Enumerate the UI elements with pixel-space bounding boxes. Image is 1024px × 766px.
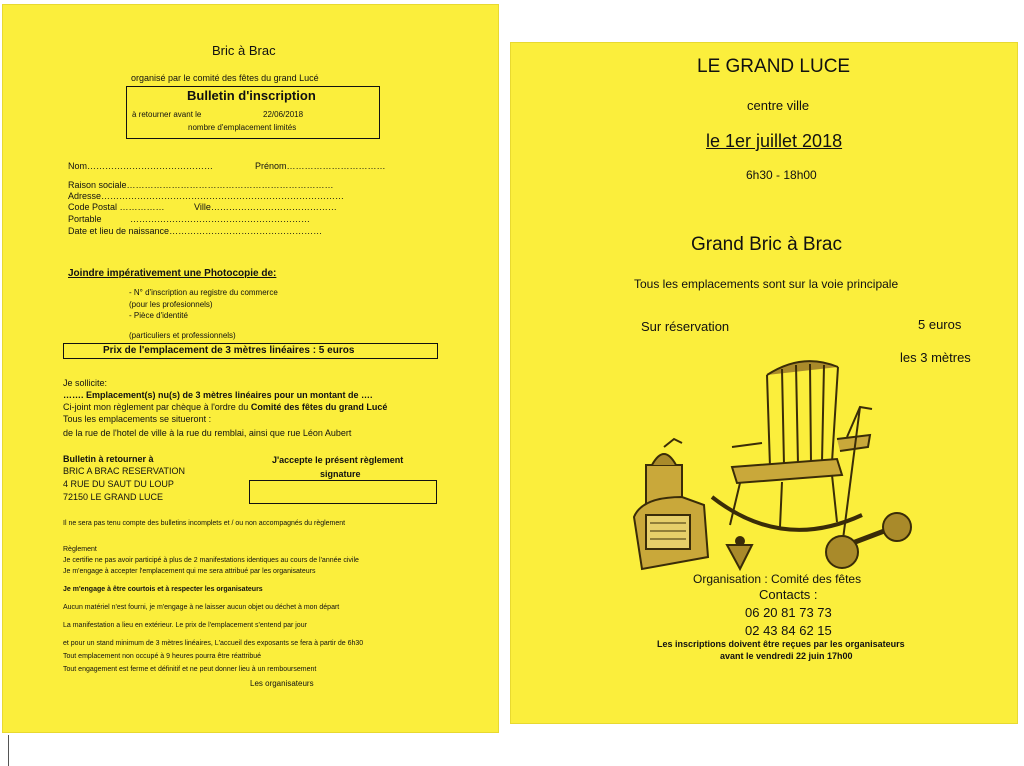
registration-form-sheet xyxy=(2,4,499,733)
flyer-price: 5 euros xyxy=(918,317,962,332)
flyer-location: centre ville xyxy=(747,98,810,113)
photocopy-item: - Pièce d'identité xyxy=(129,311,188,320)
signature-label: signature xyxy=(320,469,361,479)
courtesy-line: Je m'engage à être courtois et à respecter les organisateurs xyxy=(63,586,263,593)
flyer-main-road: Tous les emplacements sont sur la voie principale xyxy=(634,277,899,291)
field-raison-sociale[interactable]: Raison sociale…………………………………………………………… xyxy=(68,180,334,190)
flyer-contacts: Contacts : xyxy=(759,587,818,602)
limited-note: nombre d'emplacement limités xyxy=(188,123,297,132)
bulletin-title: Bulletin d'inscription xyxy=(187,88,316,103)
solicit-line: ……. Emplacement(s) nu(s) de 3 mètres linéaires pour un montant de …. xyxy=(63,390,373,400)
return-before-label: à retourner avant le xyxy=(132,110,202,119)
page-edge-line xyxy=(8,735,9,766)
rule-line: Tout emplacement non occupé à 9 heures pourra être réattribué xyxy=(63,653,262,660)
rule-line: Aucun matériel n'est fourni, je m'engage à ne laisser aucun objet ou déchet à mon départ xyxy=(63,604,340,611)
flyer-deadline-1: Les inscriptions doivent être reçues par les organisateurs xyxy=(657,639,905,649)
flyer-organisation: Organisation : Comité des fêtes xyxy=(693,572,862,586)
flyer-hours: 6h30 - 18h00 xyxy=(746,168,817,182)
signature-field[interactable] xyxy=(249,480,437,504)
organizer-line: organisé par le comité des fêtes du grand Lucé xyxy=(131,73,319,83)
return-header: Bulletin à retourner à xyxy=(63,454,154,464)
address-line: BRIC A BRAC RESERVATION xyxy=(63,466,186,476)
location-line-2: de la rue de l'hotel de ville à la rue du remblai, ainsi que rue Léon Aubert xyxy=(63,428,352,438)
rule-line: et pour un stand minimum de 3 mètres linéaires, L'accueil des exposants se fera à partir de 6h30 xyxy=(63,640,364,647)
reglement-header: Règlement xyxy=(63,546,97,553)
flyer-phone-2: 02 43 84 62 15 xyxy=(745,623,832,638)
form-title: Bric à Brac xyxy=(212,43,276,58)
location-line-1: Tous les emplacements se situeront : xyxy=(63,414,212,424)
address-line: 4 RUE DU SAUT DU LOUP xyxy=(63,479,174,489)
accept-label: J'accepte le présent règlement xyxy=(272,455,404,465)
field-adresse[interactable]: Adresse……………………………………………………………………… xyxy=(68,191,345,201)
flyer-price-unit: les 3 mètres xyxy=(900,350,971,365)
flyer-title: LE GRAND LUCE xyxy=(697,56,851,77)
rule-line: Je certifie ne pas avoir participé à plus de 2 manifestations identiques au cours de l'année civile xyxy=(63,557,359,564)
bric-a-brac-illustration xyxy=(632,347,912,577)
flyer-event: Grand Bric à Brac xyxy=(691,234,842,255)
field-prenom[interactable]: Prénom…………………………… xyxy=(255,161,386,171)
photocopy-header: Joindre impérativement une Photocopie de: xyxy=(68,268,277,279)
incomplete-note: Il ne sera pas tenu compte des bulletins incomplets et / ou non accompagnés du règlement xyxy=(63,520,346,527)
field-ville[interactable]: Ville…………………………………… xyxy=(194,202,337,212)
rule-line: Tout engagement est ferme et définitif et ne peut donner lieu à un remboursement xyxy=(63,666,317,673)
photocopy-item: (particuliers et professionnels) xyxy=(129,331,236,340)
field-portable[interactable]: …………………………………………………… xyxy=(130,214,310,224)
solicit-label: Je sollicite: xyxy=(63,378,108,388)
flyer-phone-1: 06 20 81 73 73 xyxy=(745,605,832,620)
rule-line: Je m'engage à accepter l'emplacement qui me sera attribué par les organisateurs xyxy=(63,568,316,575)
price-box-text: Prix de l'emplacement de 3 mètres linéaires : 5 euros xyxy=(103,345,355,356)
address-line: 72150 LE GRAND LUCE xyxy=(63,492,164,502)
flyer-date: le 1er juillet 2018 xyxy=(706,131,843,151)
photocopy-item: - N° d'inscription au registre du commerce xyxy=(129,288,278,297)
flyer-sheet xyxy=(510,42,1018,724)
flyer-reservation: Sur réservation xyxy=(641,319,730,334)
field-date-lieu-naissance[interactable]: Date et lieu de naissance…………………………………………… xyxy=(68,226,323,236)
payment-line: Ci-joint mon règlement par chèque à l'ordre du Comité des fêtes du grand Lucé xyxy=(63,402,388,412)
field-nom[interactable]: Nom…………………………………… xyxy=(68,161,214,171)
field-portable-label: Portable xyxy=(68,214,102,224)
field-code-postal[interactable]: Code Postal …………… xyxy=(68,202,165,212)
signoff: Les organisateurs xyxy=(250,679,314,688)
return-before-date: 22/06/2018 xyxy=(263,110,304,119)
photocopy-item: (pour les profesionnels) xyxy=(129,300,213,309)
rule-line: La manifestation a lieu en extérieur. Le prix de l'emplacement s'entend par jour xyxy=(63,622,307,629)
flyer-deadline-2: avant le vendredi 22 juin 17h00 xyxy=(720,651,853,661)
